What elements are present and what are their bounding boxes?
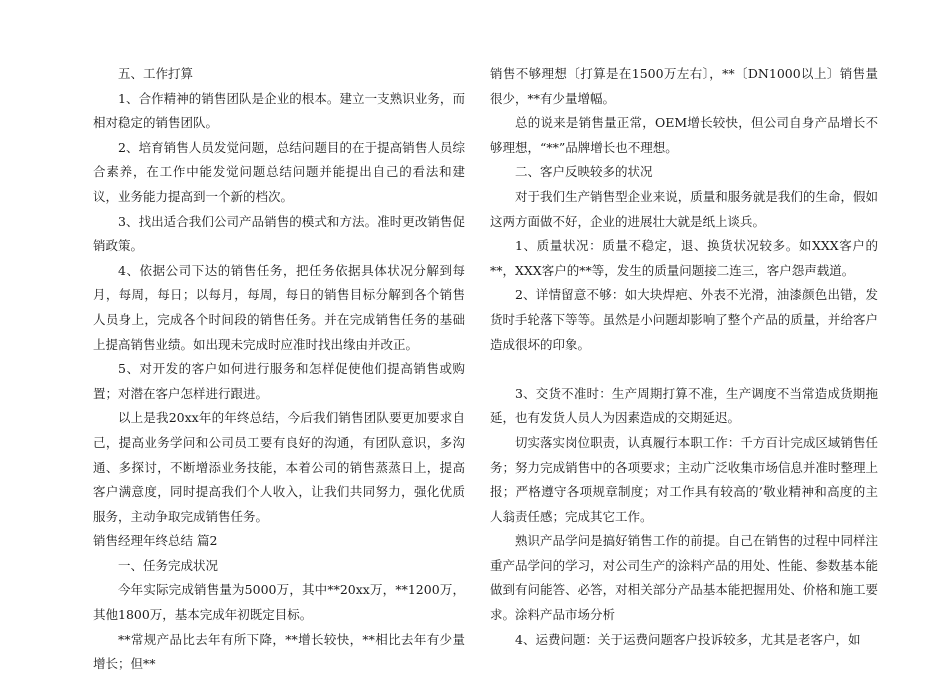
paragraph: 五、工作打算 bbox=[118, 66, 194, 81]
paragraph: 销售经理年终总结 篇2 bbox=[93, 533, 218, 549]
paragraph: 一、任务完成状况 bbox=[118, 557, 219, 573]
paragraph: 4、依据公司下达的销售任务，把任务依据具体状况分解到每月，每周，每日；以每月，每周，每日的销售目标分解到各个销售人员身上，完成各个时间段的销售任务。并在完成销售任务的基础上提高销售业绩。如出现未完成时应准时找出缘由并改正。 bbox=[93, 262, 465, 352]
paragraph: 销售不够理想〔打算是在1500万左右〕，**〔DN1000以上〕销售量很少，**有少量增幅。 bbox=[490, 66, 878, 106]
paragraph: 熟识产品学问是搞好销售工作的前提。自己在销售的过程中同样注重产品学问的学习，对公司生产的涂料产品的用处、性能、参数基本能做到有问能答、必答，对相关部分产品基本能把握用处、价格和施工要求。涂料产品市场分析 bbox=[490, 533, 878, 623]
paragraph: 4、运费问题：关于运费问题客户投诉较多，尤其是老客户，如 bbox=[515, 631, 861, 647]
paragraph: 1、质量状况：质量不稳定，退、换货状况较多。如XXX客户的**，XXX客户的**等，发生的质量问题接二连三，客户怨声载道。 bbox=[490, 238, 878, 278]
paragraph: 1、合作精神的销售团队是企业的根本。建立一支熟识业务，而相对稳定的销售团队。 bbox=[93, 90, 465, 131]
paragraph: 2、培育销售人员发觉问题，总结问题目的在于提高销售人员综合素养，在工作中能发觉问题总结问题并能提出自己的看法和建议，业务能力提高到一个新的档次。 bbox=[93, 139, 465, 204]
paragraph: 5、对开发的客户如何进行服务和怎样促使他们提高销售或购置；对潜在客户怎样进行跟进。 bbox=[93, 361, 465, 401]
paragraph: 今年实际完成销售量为5000万，其中**20xx万，**1200万，其他1800万，基本完成年初既定目标。 bbox=[93, 582, 465, 623]
left-text-column bbox=[93, 62, 465, 677]
paragraph: 2、详情留意不够：如大块焊疤、外表不光滑，油漆颜色出错，发货时手轮落下等等。虽然是小问题却影响了整个产品的质量，并给客户造成很坏的印象。 bbox=[490, 287, 878, 352]
paragraph: 切实落实岗位职责，认真履行本职工作：千方百计完成区域销售任务；努力完成销售中的各项要求；主动广泛收集市场信息并准时整理上报；严格遵守各项规章制度；对工作具有较高的’敬业精神和高度的主人翁责任感；完成其它工作。 bbox=[490, 434, 878, 524]
paragraph: **常规产品比去年有所下降，**增长较快，**相比去年有少量增长；但** bbox=[93, 631, 465, 672]
paragraph: 对于我们生产销售型企业来说，质量和服务就是我们的生命，假如这两方面做不好，企业的进展壮大就是纸上谈兵。 bbox=[490, 188, 878, 229]
paragraph: 二、客户反映较多的状况 bbox=[515, 164, 653, 180]
paragraph: 3、找出适合我们公司产品销售的模式和方法。准时更改销售促销政策。 bbox=[93, 213, 465, 254]
paragraph: 总的说来是销售量正常，OEM增长较快，但公司自身产品增长不够理想，“**”品牌增长也不理想。 bbox=[490, 115, 878, 155]
paragraph: 以上是我20xx年的年终总结，今后我们销售团队要更加要求自己，提高业务学问和公司员工要有良好的沟通，有团队意识，多沟通、多探讨，不断增添业务技能，本着公司的销售蒸蒸日上，提高客户满意度，同时提高我们个人收入，让我们共同努力，强化优质服务，主动争取完成销售任务。 bbox=[93, 410, 465, 524]
right-text-column bbox=[490, 62, 878, 652]
paragraph: 3、交货不准时：生产周期打算不准，生产调度不当常造成货期拖延，也有发货人员人为因素造成的交期延迟。 bbox=[490, 385, 878, 426]
